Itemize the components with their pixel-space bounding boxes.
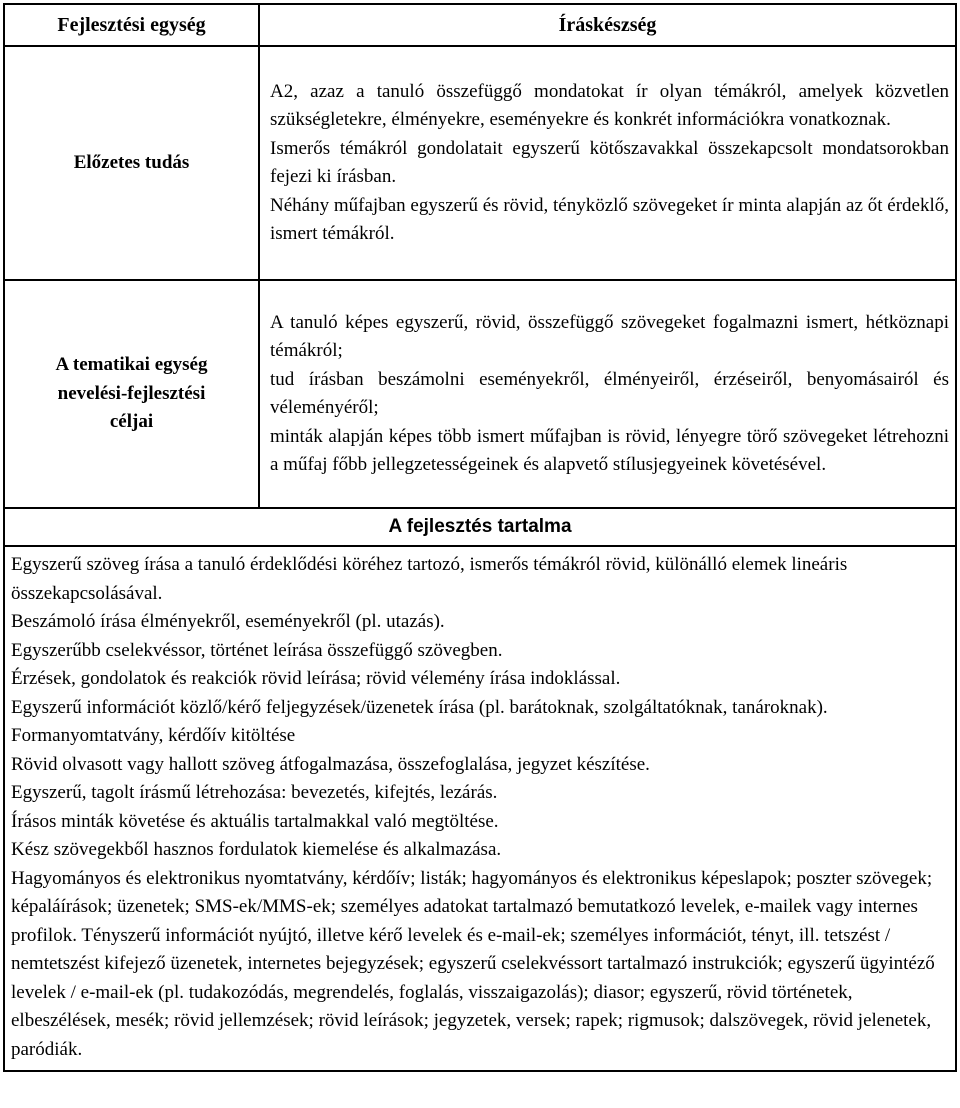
goals-row: [4, 280, 956, 508]
goals-content: [259, 280, 956, 508]
development-content-paragraph: Egyszerű információt közlő/kérő feljegyzések/üzenetek írása (pl. barátoknak, szolgáltatóknak, tanároknak).: [11, 696, 828, 718]
goals-label-line: A tematikai egység: [55, 354, 208, 376]
development-content-paragraph: Rövid olvasott vagy hallott szöveg átfogalmazása, összefoglalása, jegyzet készítése.: [11, 753, 650, 775]
skill-title: Íráskészség: [259, 4, 956, 46]
development-content-paragraph: Írásos minták követése és aktuális tartalmakkal való megtöltése.: [11, 810, 499, 832]
development-content-paragraph: Érzések, gondolatok és reakciók rövid leírása; rövid vélemény írása indoklással.: [11, 668, 621, 689]
development-content-row: [4, 546, 956, 1071]
prior-knowledge-content: [259, 46, 956, 280]
development-content-paragraph: Beszámoló írása élményekről, eseményekről (pl. utazás).: [11, 611, 445, 632]
goals-label: [4, 280, 259, 508]
development-content-paragraph: Egyszerű szöveg írása a tanuló érdeklődési köréhez tartozó, ismerős témákról rövid, különálló elemek lineáris összekapcsolásával.: [11, 554, 848, 604]
curriculum-table: [3, 3, 957, 1072]
development-content-paragraph: Egyszerűbb cselekvéssor, történet leírása összefüggő szövegben.: [11, 639, 503, 661]
goals-paragraph: minták alapján képes több ismert műfajban is rövid, lényegre törő szövegeket létrehozni a műfaj főbb jellegzetességeinek és alapvető stílusjegyeinek követésével.: [270, 425, 949, 475]
development-content-paragraph: Hagyományos és elektronikus nyomtatvány, kérdőív; listák; hagyományos és elektronikus képeslapok; poszter szövegek; képaláírások; üzenetek; SMS-ek/MMS-ek; személyes adatokat tartalmazó bemutatkozó levelek, e-mailek vagy internes profilok. Tényszerű információt nyújtó, illetve kérő levelek és e-mail-ek; személyes információt, tényt, ill. tetszést / nemtetszést kifejező üzenetek, internetes bejegyzések; egyszerű cselekvéssort tartalmazó instrukciók; egyszerű ügyintéző levelek / e-mail-ek (pl. tudakozódás, megrendelés, foglalás, visszaigazolás); diasor; egyszerű, rövid történetek, elbeszélések, mesék; rövid jellemzések; rövid leírások; jegyzetek, versek; rapek; rigmusok; dalszövegek, rövid jelenetek, paródiák.: [11, 867, 935, 1060]
development-content-paragraph: Kész szövegekből hasznos fordulatok kiemelése és alkalmazása.: [11, 839, 502, 860]
prior-knowledge-row: [4, 46, 956, 280]
goals-label-line: nevelési-fejlesztési: [57, 382, 206, 404]
development-content-title: A fejlesztés tartalma: [4, 508, 956, 546]
header-row: [4, 4, 956, 46]
development-content-paragraph: Formanyomtatvány, kérdőív kitöltése: [11, 725, 296, 746]
development-content-paragraph: Egyszerű, tagolt írásmű létrehozása: bevezetés, kifejtés, lezárás.: [11, 782, 498, 803]
prior-knowledge-paragraph: Ismerős témákról gondolatait egyszerű kötőszavakkal összekapcsolt mondatsorokban fejezi ki írásban.: [270, 137, 949, 187]
goals-paragraph: tud írásban beszámolni eseményekről, élményeiről, érzéseiről, benyomásairól és véleményéről;: [270, 368, 949, 418]
prior-knowledge-paragraph: Néhány műfajban egyszerű és rövid, tényközlő szövegeket ír minta alapján az őt érdeklő, ismert témákról.: [270, 194, 949, 244]
development-content-body: [4, 546, 956, 1071]
prior-knowledge-label: Előzetes tudás: [4, 46, 259, 280]
development-unit-label: Fejlesztési egység: [4, 4, 259, 46]
goals-paragraph: A tanuló képes egyszerű, rövid, összefüggő szövegeket fogalmazni ismert, hétköznapi témákról;: [270, 311, 949, 361]
development-content-title-row: [4, 508, 956, 546]
goals-label-line: céljai: [109, 411, 154, 433]
prior-knowledge-paragraph: A2, azaz a tanuló összefüggő mondatokat ír olyan témákról, amelyek közvetlen szükségletekre, élményekre, eseményekre és konkrét információkra vonatkoznak.: [270, 80, 949, 130]
